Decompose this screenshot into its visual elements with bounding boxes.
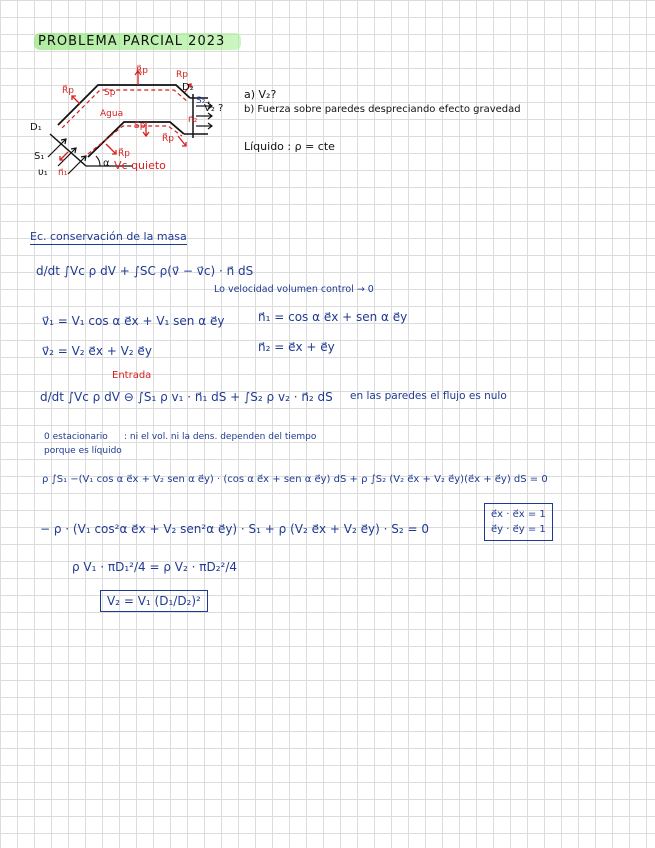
identity-ey: e⃗y · e⃗y = 1 [491,524,546,535]
pipe-outer-wall [58,85,190,125]
velocity-v2-def: v⃗₂ = V₂ e⃗x + V₂ e⃗y [42,344,152,358]
label-v1: υ₁ [38,167,48,178]
note-porque-liquido: porque es líquido [44,446,122,456]
note-wall-flux: en las paredes el flujo es nulo [350,390,507,402]
equation-mass-conservation: d/dt ∫Vc ρ dV + ∫SC ρ(v⃗ − v⃗c) · n⃗ dS [36,264,254,278]
label-rp-right: Rp [176,70,188,80]
label-agua: Agua [100,109,124,119]
equation-after-dot: − ρ · (V₁ cos²α e⃗x + V₂ sen²α e⃗y) · S₁ + ρ (V₂ e⃗x + V₂ e⃗y) · S₂ = 0 [40,522,429,536]
label-rp-top: R⃗p [136,66,148,76]
label-rp-bottom-right: R⃗p [162,134,174,144]
normal-n2-def: n⃗₂ = e⃗x + e⃗y [258,340,335,354]
question-a: a) V₂? [244,88,277,101]
note-velocity-cv: Lo velocidad volumen control → 0 [214,284,374,295]
label-sp-bottom: Sp [134,121,146,131]
label-rp-bottom: R⃗p [118,149,130,159]
liquid-density: Líquido : ρ = cte [244,140,335,153]
label-sp-top: Sp [104,88,116,98]
label-d1: D₁ [30,122,42,133]
velocity-v1-def: v⃗₁ = V₁ cos α e⃗x + V₁ sen α e⃗y [42,314,225,328]
identity-ex: e⃗x · e⃗x = 1 [491,509,546,520]
label-entrada: Entrada [112,370,152,381]
note-vol-dens: : ni el vol. ni la dens. dependen del tiempo [124,432,317,442]
note-estacionario: 0 estacionario [44,432,108,442]
equation-integral-expanded: d/dt ∫Vc ρ dV ⊖ ∫S₁ ρ v₁ · n⃗₁ dS + ∫S₂ ρ v₂ · n⃗₂ dS [40,390,333,404]
section-heading: Ec. conservación de la masa [30,230,187,243]
label-n1: n⃗₁ [58,168,68,178]
unit-vector-identities [484,503,553,541]
label-vc-quieto: Vc quieto [114,159,166,172]
page-title: PROBLEMA PARCIAL 2023 [34,33,241,50]
label-s2: S₂ [196,96,206,106]
result-v2: V₂ = V₁ (D₁/D₂)² [100,590,208,612]
label-s1: S₁ [34,151,45,162]
label-rp-left: R⃗p [62,86,74,96]
equation-area-relation: ρ V₁ · πD₁²/4 = ρ V₂ · πD₂²/4 [72,560,237,574]
normal-n1-def: n⃗₁ = cos α e⃗x + sen α e⃗y [258,310,408,324]
label-v2-question: V⃗₂ ? [204,103,224,114]
label-d2: D₂ [182,82,194,93]
label-n2: n⃗₂ [188,115,198,125]
label-alpha: α [103,158,110,169]
equation-substituted: ρ ∫S₁ −(V₁ cos α e⃗x + V₂ sen α e⃗y) · (cos α e⃗x + sen α e⃗y) dS + ρ ∫S₂ (V₂ e⃗x + V₂ e⃗y)(e⃗x + e⃗y) dS = 0 [42,474,548,485]
question-b: b) Fuerza sobre paredes despreciando efecto gravedad [244,104,521,115]
